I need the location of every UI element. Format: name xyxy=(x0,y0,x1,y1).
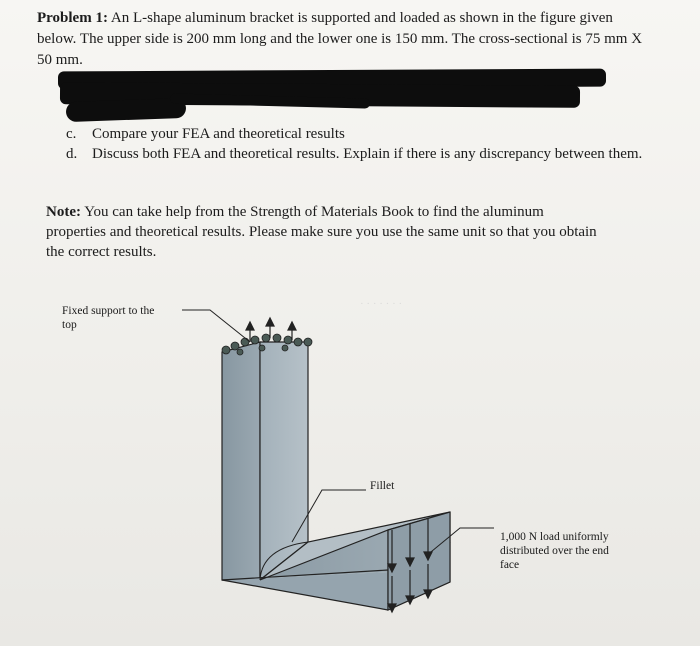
list-marker: d. xyxy=(66,146,78,162)
fillet-label: Fillet xyxy=(370,480,395,492)
note-text: You can take help from the Strength of Materials Book to find the aluminum properties and theoretical results. Please make sure you use the same unit so that you obtain the correct results. xyxy=(46,204,597,260)
problem-statement xyxy=(37,8,647,71)
list-item-text: Discuss both FEA and theoretical results. Explain if there is any discrepancy between them. xyxy=(92,146,643,162)
note-heading: Note: xyxy=(46,204,81,220)
problem-text: An L-shape aluminum bracket is supported and loaded as shown in the figure given below. The upper side is 200 mm long and the lower one is 150 mm. The cross-sectional is 75 mm X 50 mm. xyxy=(37,10,643,68)
bracket-figure: · · · · · · · Fixed support to the top Fillet 1,000 N load uniformly distributed over the end face xyxy=(0,280,700,646)
problem-heading: Problem 1: xyxy=(37,10,108,26)
task-list xyxy=(64,124,644,164)
note-paragraph xyxy=(46,202,606,262)
list-item xyxy=(64,144,644,164)
bracket-vertical-face xyxy=(222,342,260,580)
list-marker: c. xyxy=(66,126,77,142)
support-leader-line xyxy=(182,310,250,342)
list-item-text: Compare your FEA and theoretical results xyxy=(92,126,345,142)
bracket-drawing xyxy=(0,280,700,646)
support-label: Fixed support to the top xyxy=(62,305,155,331)
list-item xyxy=(64,124,644,144)
load-label: 1,000 N load uniformly distributed over the end face xyxy=(500,531,609,571)
